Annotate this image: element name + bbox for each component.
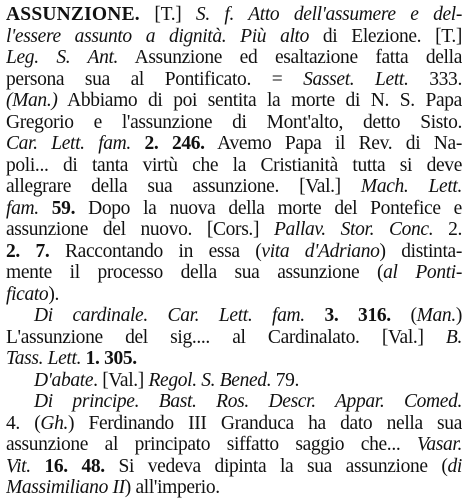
entry-line (6, 477, 462, 499)
text-run: . [Val.] (93, 369, 149, 391)
text-run: Si vedeva dipinta la sua assunzione ( (104, 455, 448, 477)
sense-line (6, 370, 462, 392)
text-run: di Elezione. [T.] (309, 25, 462, 47)
italic-run: vita d'Adriano (261, 240, 380, 262)
text-run: ) distinta- (379, 240, 462, 262)
text-run: 4. ( (6, 412, 41, 434)
citation-number: 2. 246. (130, 133, 205, 154)
headword: ASSUNZIONE. (6, 4, 140, 25)
citation-number: 16. 48. (30, 455, 105, 477)
italic-run: B. (445, 326, 462, 348)
entry-line (6, 112, 462, 134)
text-run: Gregorio e l'assunzione di Mont'alto, detto Sisto. (6, 111, 462, 133)
entry-line (6, 327, 462, 349)
entry-line (6, 133, 462, 155)
text-run: poli... di tanta virtù che la Cristianità tutta si deve (6, 154, 462, 176)
text-run: assunzione al principato siffatto saggio che... (6, 434, 417, 455)
text-run: Assunzione ed esaltazione fatta della (118, 47, 462, 68)
italic-run: D'abate (34, 369, 94, 391)
italic-run: Massimiliano II (6, 477, 125, 498)
entry-line (6, 434, 462, 456)
citation-number: 2. 7. (6, 240, 50, 262)
citation-number: 3. 316. (304, 305, 391, 326)
italic-run: Man. (416, 305, 456, 326)
entry-line (6, 47, 462, 69)
italic-run: Di cardinale. Car. Lett. fam. (34, 305, 305, 326)
italic-run: ficato (6, 283, 49, 305)
entry-line (6, 456, 462, 478)
sense-line (6, 391, 462, 413)
entry-line (6, 26, 462, 48)
text-run: 333. (408, 68, 462, 90)
text-run: ) (455, 305, 462, 326)
italic-run: Sasset. Lett. (303, 68, 409, 90)
text-run: mente il processo della sua assunzione ( (6, 262, 384, 283)
citation-number: 59. (38, 197, 76, 219)
italic-run: Gh. (40, 412, 69, 434)
italic-run: Vit. (6, 455, 31, 477)
citation-number: 1. 305. (81, 348, 137, 369)
entry-line (6, 4, 462, 26)
dictionary-entry (6, 4, 462, 499)
entry-line (6, 69, 462, 91)
text-run: ( (390, 305, 417, 326)
text-run: 2. (433, 219, 462, 240)
entry-line (6, 262, 462, 284)
italic-run: fam. (6, 197, 39, 219)
entry-line (6, 413, 462, 435)
italic-run: Tass. Lett. (6, 348, 82, 369)
text-run: assunzione del nuovo. [Cors.] (6, 219, 274, 240)
entry-line (6, 198, 462, 220)
entry-line (6, 284, 462, 306)
italic-run: Regol. S. Bened. (148, 369, 272, 391)
text-run: ). (48, 283, 59, 305)
italic-run: (Man.) (6, 90, 58, 111)
text-run: persona sua al Pontificato. = (6, 68, 304, 90)
entry-line (6, 155, 462, 177)
italic-run: S. f. Atto dell'assumere e del- (195, 4, 462, 25)
italic-run: al Ponti- (383, 262, 462, 283)
text-run: Abbiamo di poi sentita la morte di N. S. Papa (57, 90, 462, 111)
text-run: Avemo Papa il Rev. di Na- (204, 133, 462, 154)
italic-run: Di principe. Bast. Ros. Descr. Appar. Comed. (34, 391, 462, 412)
text-run: Raccontando in essa ( (49, 240, 262, 262)
text-run: ) Ferdinando III Granduca ha dato nella sua (68, 412, 462, 434)
text-run: [T.] (139, 4, 196, 25)
italic-run: Leg. S. Ant. (6, 47, 119, 68)
text-run: 79. (271, 369, 300, 391)
italic-run: Mach. Lett. (360, 176, 462, 197)
italic-run: Vasar. (416, 434, 462, 455)
entry-line (6, 348, 462, 370)
entry-line (6, 176, 462, 198)
text-run: Dopo la nuova della morte del Pontefice e (75, 197, 462, 219)
text-run: L'assunzione del sig.... al Cardinalato. [Val.] (6, 326, 446, 348)
italic-run: Pallav. Stor. Conc. (273, 219, 434, 240)
italic-run: l'essere assunto a dignità. Più alto (6, 25, 310, 47)
italic-run: di (447, 455, 462, 477)
text-run: allegrare della sua assunzione. [Val.] (6, 176, 361, 197)
entry-line (6, 90, 462, 112)
italic-run: Car. Lett. fam. (6, 133, 131, 154)
text-run: ) all'imperio. (124, 477, 220, 498)
sense-line (6, 305, 462, 327)
entry-line (6, 241, 462, 263)
entry-line (6, 219, 462, 241)
